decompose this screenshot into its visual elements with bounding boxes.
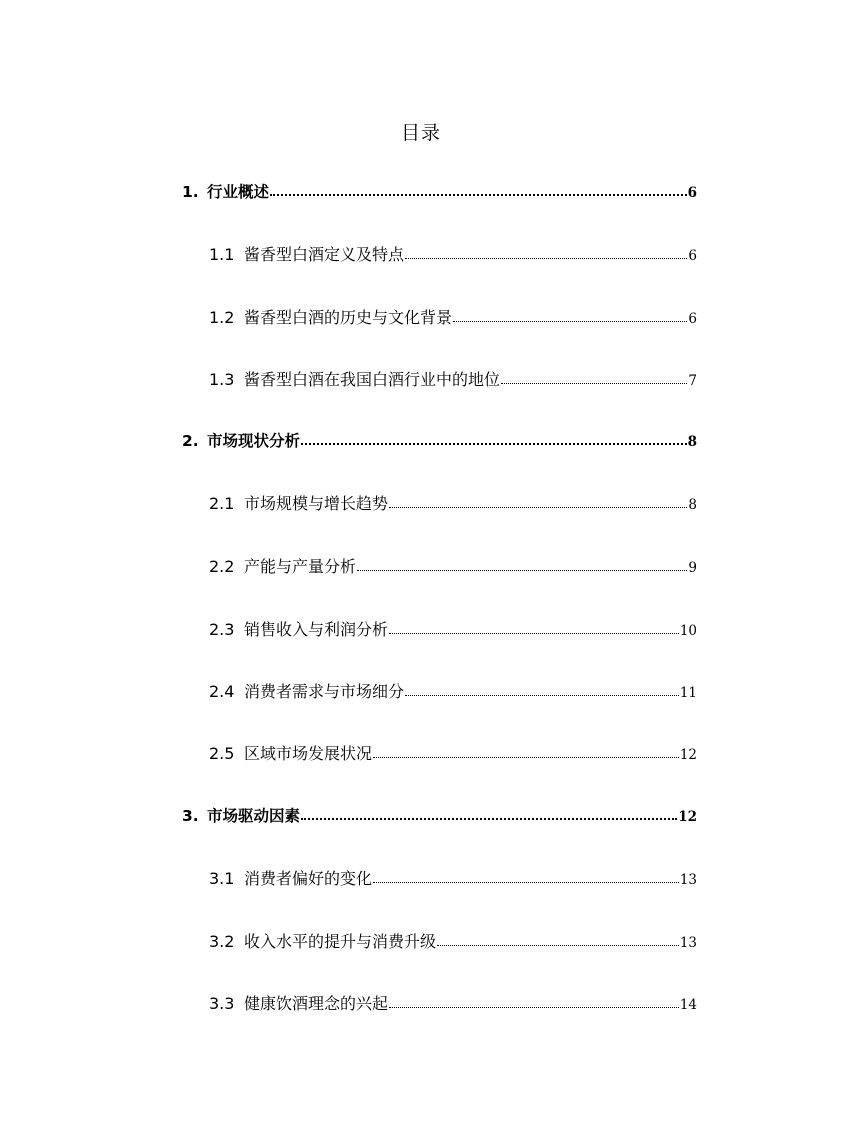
toc-entry-text: 市场现状分析	[207, 432, 301, 450]
toc-entry-text: 销售收入与利润分析	[244, 620, 389, 639]
toc-entry-text: 酱香型白酒在我国白酒行业中的地位	[244, 370, 501, 389]
toc-entry-text: 酱香型白酒的历史与文化背景	[244, 308, 453, 327]
toc-entry-2-5[interactable]	[209, 741, 697, 764]
toc-entry-text: 市场驱动因素	[207, 807, 301, 825]
toc-entry-number: 1.	[182, 183, 199, 201]
toc-dot-leader	[389, 1006, 679, 1008]
toc-entry-text: 消费者需求与市场细分	[244, 682, 405, 701]
toc-entry-number: 3.	[182, 807, 199, 825]
toc-entry-number: 2.	[182, 432, 199, 450]
toc-entry-number: 3.2	[209, 932, 235, 951]
toc-dot-leader	[453, 320, 687, 322]
toc-dot-leader	[270, 193, 687, 196]
toc-entry-1-1[interactable]	[209, 242, 697, 265]
toc-entry-1-2[interactable]	[209, 305, 697, 328]
toc-entry-text: 消费者偏好的变化	[244, 869, 373, 888]
toc-entry-text: 酱香型白酒定义及特点	[244, 245, 405, 264]
toc-dot-leader	[405, 257, 687, 259]
toc-entry-3-3[interactable]	[209, 991, 697, 1014]
toc-entry-3-1[interactable]	[209, 866, 697, 889]
toc-dot-leader	[389, 632, 679, 634]
toc-entry-number: 3.3	[209, 994, 235, 1013]
toc-entry-page: 12	[678, 809, 697, 825]
toc-entry-text: 收入水平的提升与消费升级	[244, 932, 437, 951]
toc-entry-number: 1.2	[209, 308, 235, 327]
toc-entry-page: 8	[688, 497, 697, 513]
toc-entry-page: 8	[687, 434, 697, 450]
toc-dot-leader	[373, 756, 679, 758]
toc-entry-number: 2.4	[209, 682, 235, 701]
toc-entry-page: 7	[688, 373, 697, 389]
toc-title: 目录	[400, 122, 441, 144]
toc-dot-leader	[301, 442, 687, 445]
toc-dot-leader	[357, 569, 687, 571]
toc-entry-page: 13	[679, 872, 697, 888]
toc-entry-number: 1.1	[209, 245, 235, 264]
toc-entry-text: 市场规模与增长趋势	[244, 494, 389, 513]
toc-dot-leader	[301, 817, 677, 820]
toc-entry-2[interactable]	[182, 429, 697, 451]
toc-entry-3-2[interactable]	[209, 929, 697, 952]
toc-entry-2-4[interactable]	[209, 679, 697, 702]
toc-dot-leader	[437, 944, 679, 946]
toc-entry-2-1[interactable]	[209, 491, 697, 514]
toc-entry-page: 9	[688, 560, 697, 576]
toc-entry-page: 14	[679, 997, 697, 1013]
toc-entry-number: 2.1	[209, 494, 235, 513]
toc-entry-number: 2.2	[209, 557, 235, 576]
toc-dot-leader	[373, 881, 679, 883]
toc-dot-leader	[501, 382, 687, 384]
toc-entry-number: 2.5	[209, 744, 235, 763]
toc-entry-page: 12	[679, 747, 697, 763]
toc-entry-page: 13	[679, 935, 697, 951]
toc-entry-number: 1.3	[209, 370, 235, 389]
toc-entry-3[interactable]	[182, 804, 697, 826]
toc-entry-page: 11	[679, 685, 697, 701]
toc-entry-2-2[interactable]	[209, 554, 697, 577]
toc-dot-leader	[389, 506, 687, 508]
toc-entry-page: 6	[688, 248, 697, 264]
toc-entry-number: 2.3	[209, 620, 235, 639]
toc-entry-1[interactable]	[182, 180, 697, 202]
toc-entry-text: 产能与产量分析	[244, 557, 357, 576]
toc-entry-text: 区域市场发展状况	[244, 744, 373, 763]
toc-entry-text: 行业概述	[207, 183, 270, 201]
toc-entry-page: 10	[679, 623, 697, 639]
toc-entry-number: 3.1	[209, 869, 235, 888]
toc-entry-page: 6	[687, 185, 697, 201]
toc-dot-leader	[405, 694, 679, 696]
toc-entry-page: 6	[688, 311, 697, 327]
toc-entry-2-3[interactable]	[209, 617, 697, 640]
toc-entry-text: 健康饮酒理念的兴起	[244, 994, 389, 1013]
toc-entry-1-3[interactable]	[209, 367, 697, 390]
